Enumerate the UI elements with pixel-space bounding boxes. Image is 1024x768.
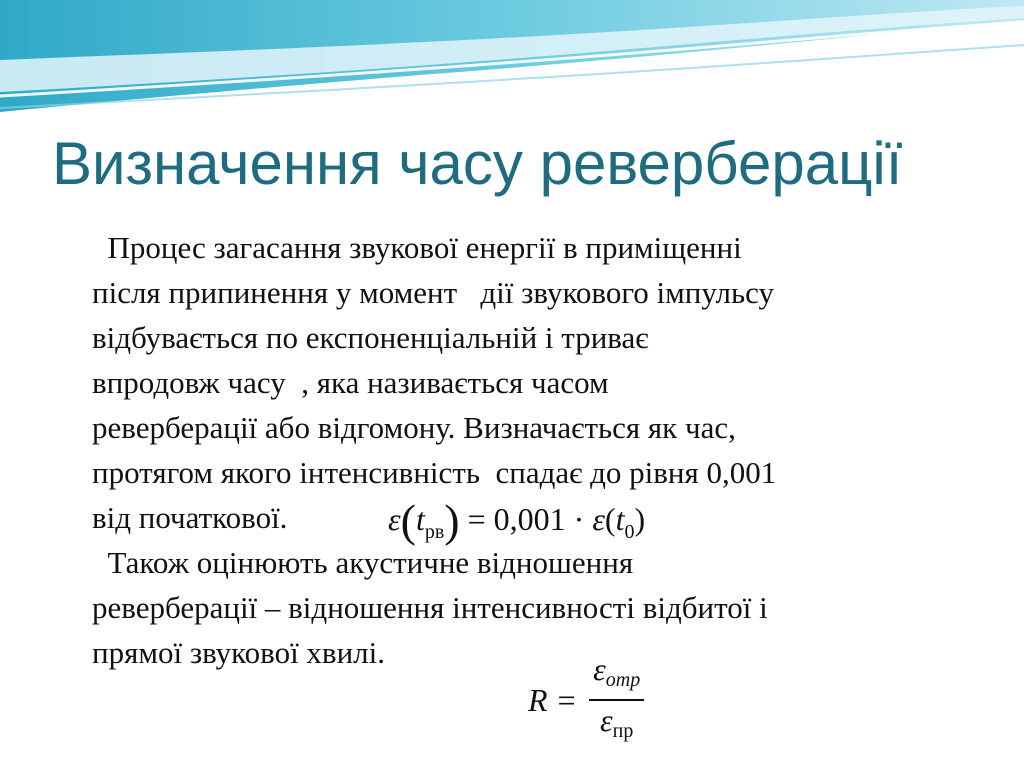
fraction <box>589 650 644 750</box>
text-line: прямої звукової хвилі. <box>92 635 385 670</box>
text-line: Також оцінюють акустичне відношення <box>92 545 634 580</box>
slide-body <box>92 225 972 675</box>
epsilon-symbol: ε <box>592 501 605 537</box>
open-paren: ( <box>604 501 616 537</box>
equals-coefficient: = 0,001 · <box>459 501 593 537</box>
fraction-denominator <box>596 701 637 750</box>
text-line: реверберації або відгомону. Визначається як час, <box>92 410 736 445</box>
subscript-otr: отр <box>605 669 641 691</box>
decorative-wave-header <box>0 0 1024 130</box>
open-paren: ( <box>400 495 416 546</box>
epsilon-symbol: ε <box>388 501 401 537</box>
text-line: після припинення у момент дії звукового імпульсу <box>92 275 774 310</box>
text-line: від початкової. <box>92 500 288 535</box>
epsilon-symbol: ε <box>593 651 606 687</box>
subscript-zero: 0 <box>624 521 635 543</box>
formula-decay-condition <box>388 494 645 557</box>
formula-reverberation-ratio <box>528 650 644 750</box>
close-paren: ) <box>444 495 460 546</box>
ratio-lhs: R = <box>528 681 578 718</box>
slide-title: Визначення часу реверберації <box>52 130 903 197</box>
text-line: Процес загасання звукової енергії в приміщенні <box>92 230 742 265</box>
close-paren: ) <box>634 501 646 537</box>
text-line: протягом якого інтенсивність спадає до рівня 0,001 <box>92 455 777 490</box>
subscript-rv: рв <box>424 521 445 543</box>
t-symbol: t <box>415 501 425 537</box>
text-line: реверберації – відношення інтенсивності відбитої і <box>92 590 768 625</box>
text-line: відбувається по експоненціальній і триває <box>92 320 649 355</box>
subscript-pr: пр <box>612 720 634 742</box>
fraction-numerator <box>589 650 644 699</box>
paragraph-reverberation-definition <box>92 225 972 540</box>
epsilon-symbol: ε <box>600 702 613 738</box>
t-symbol: t <box>615 501 625 537</box>
text-line: впродовж часу , яка називається часом <box>92 365 609 400</box>
